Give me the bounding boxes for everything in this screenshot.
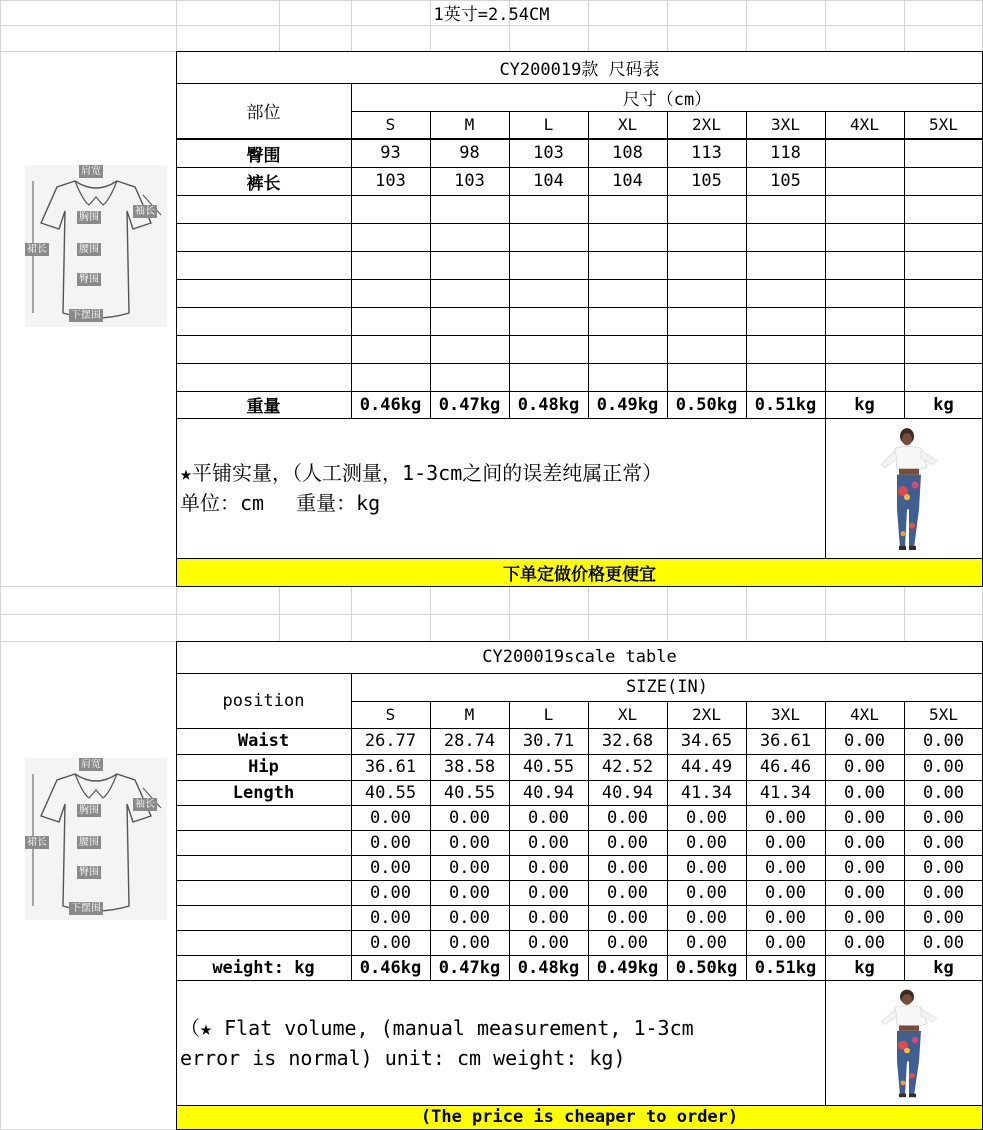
garment-measurement-diagram [25, 165, 167, 327]
size-value: 0.00 [923, 832, 964, 853]
row-label [176, 905, 351, 930]
grid-line [176, 307, 983, 308]
row-label [176, 880, 351, 905]
grid-line [176, 167, 983, 168]
grid-line [509, 701, 510, 980]
grid-line [588, 701, 589, 980]
size-header-3xl: 3XL [771, 705, 800, 724]
size-value: 0.00 [607, 807, 648, 828]
size-value: 30.71 [522, 731, 575, 751]
grid-line [430, 586, 431, 641]
weight-value: 0.49kg [596, 394, 659, 415]
size-value [904, 139, 983, 167]
size-value: 44.49 [680, 757, 733, 777]
diagram-label-hip: 臀围 [79, 867, 99, 878]
size-value: 0.00 [607, 857, 648, 878]
row-label [176, 930, 351, 955]
size-value: 0.00 [528, 832, 569, 853]
grid-line [176, 980, 983, 981]
size-value: 0.00 [607, 882, 648, 903]
size-value: 0.00 [923, 807, 964, 828]
row-label: 裤长 [246, 173, 281, 194]
table-title: CY200019scale table [482, 647, 677, 667]
size-value: 105 [691, 171, 722, 191]
size-value: 0.00 [686, 832, 727, 853]
grid-line [176, 641, 983, 642]
grid-line [176, 51, 177, 586]
size-value: 0.00 [923, 757, 964, 777]
size-value: 0.00 [607, 832, 648, 853]
grid-line [176, 586, 177, 641]
size-header-s: S [385, 705, 396, 724]
grid-line [176, 83, 983, 84]
grid-line [176, 223, 983, 224]
grid-line [430, 701, 431, 980]
weight-value: 0.46kg [359, 957, 422, 978]
size-value: 28.74 [443, 731, 496, 751]
diagram-label-shoulder: 肩宽 [81, 166, 101, 177]
size-value: 98 [459, 143, 480, 163]
grid-line [176, 830, 983, 831]
grid-line [176, 905, 983, 906]
size-value: 0.00 [844, 932, 885, 953]
diagram-label-chest: 胸围 [79, 212, 99, 223]
size-value: 0.00 [370, 907, 411, 928]
grid-line [176, 728, 983, 729]
size-value: 0.00 [370, 932, 411, 953]
grid-line [509, 111, 510, 418]
weight-value: 0.48kg [517, 957, 580, 978]
diagram-label-length: 裙长 [27, 837, 47, 848]
size-value: 0.00 [765, 807, 806, 828]
grid-line [667, 586, 668, 641]
grid-line [176, 805, 983, 806]
size-value: 0.00 [370, 857, 411, 878]
size-value: 46.46 [759, 757, 812, 777]
size-header-4xl: 4XL [850, 115, 879, 134]
size-value: 93 [380, 143, 401, 163]
diagram-label-waist: 腰围 [79, 837, 99, 848]
weight-value: 0.50kg [675, 394, 738, 415]
size-value: 0.00 [528, 807, 569, 828]
grid-line [176, 335, 983, 336]
grid-line [0, 25, 983, 26]
weight-value: 0.49kg [596, 957, 659, 978]
grid-line [176, 880, 983, 881]
size-value: 0.00 [844, 857, 885, 878]
weight-label: 重量 [246, 397, 281, 417]
size-value: 0.00 [686, 932, 727, 953]
weight-value: kg [854, 957, 875, 978]
size-value: 103 [454, 171, 485, 191]
position-header: position [222, 690, 305, 711]
grid-line [176, 251, 983, 252]
grid-line [746, 586, 747, 641]
grid-line [176, 754, 983, 755]
size-value: 0.00 [449, 882, 490, 903]
order-banner: (The price is cheaper to order) [420, 1107, 739, 1127]
diagram-label-sleeve: 袖长 [135, 206, 155, 217]
grid-line [176, 673, 983, 674]
grid-line [176, 855, 983, 856]
measurement-note [180, 458, 662, 518]
grid-line [904, 586, 905, 641]
size-value: 0.00 [686, 857, 727, 878]
size-value: 0.00 [923, 857, 964, 878]
size-value: 40.55 [522, 757, 575, 777]
row-label [176, 805, 351, 830]
weight-value: 0.48kg [517, 394, 580, 415]
weight-value: 0.47kg [438, 957, 501, 978]
size-value: 0.00 [686, 907, 727, 928]
size-header-2xl: 2XL [692, 705, 721, 724]
grid-line [430, 111, 431, 418]
size-value: 118 [770, 143, 801, 163]
size-header-l: L [543, 115, 554, 134]
size-value: 0.00 [449, 807, 490, 828]
size-value: 108 [612, 143, 643, 163]
size-value: 40.55 [443, 782, 496, 803]
grid-line [825, 586, 826, 641]
grid-line [825, 980, 826, 1105]
weight-value: kg [854, 394, 875, 415]
row-label [176, 830, 351, 855]
grid-line [176, 955, 983, 956]
size-value: 34.65 [680, 731, 733, 751]
grid-line [0, 0, 1, 1130]
grid-line [176, 780, 983, 781]
size-header-m: M [464, 115, 475, 134]
size-value: 0.00 [449, 907, 490, 928]
size-value: 0.00 [844, 757, 885, 777]
size-value: 0.00 [765, 832, 806, 853]
grid-line [279, 586, 280, 641]
grid-line [904, 111, 905, 418]
size-value: 0.00 [844, 731, 885, 751]
grid-line [176, 279, 983, 280]
row-label: Length [232, 782, 295, 803]
grid-line [176, 930, 983, 931]
grid-line [351, 673, 352, 980]
size-value: 41.34 [680, 782, 733, 803]
size-value: 0.00 [607, 932, 648, 953]
grid-line [588, 111, 589, 418]
grid-line [176, 418, 983, 419]
size-value: 32.68 [601, 731, 654, 751]
size-unit-header: 尺寸（cm） [622, 89, 712, 110]
note-line-1: ★平铺实量，（人工测量，1-3cm之间的误差纯属正常） [180, 461, 663, 485]
size-value: 0.00 [923, 932, 964, 953]
size-value: 0.00 [528, 907, 569, 928]
size-value: 0.00 [765, 907, 806, 928]
size-header-3xl: 3XL [771, 115, 800, 134]
size-value: 0.00 [686, 882, 727, 903]
size-value: 0.00 [528, 932, 569, 953]
note-line-2: error is normal) unit: cm weight: kg) [180, 1045, 626, 1070]
model-photo [867, 424, 951, 552]
size-value: 0.00 [370, 882, 411, 903]
size-value: 103 [533, 143, 564, 163]
size-value: 38.58 [443, 757, 496, 777]
size-value: 26.77 [364, 731, 417, 751]
size-value: 0.00 [765, 882, 806, 903]
grid-line [176, 391, 983, 392]
size-value: 0.00 [370, 832, 411, 853]
size-value: 0.00 [923, 731, 964, 751]
size-header-xl: XL [617, 115, 638, 134]
diagram-label-hem: 下摆围 [71, 903, 101, 914]
weight-value: 0.51kg [754, 394, 817, 415]
size-value: 104 [533, 171, 564, 191]
size-value [825, 167, 904, 195]
diagram-label-waist: 腰围 [79, 244, 99, 255]
grid-line [351, 83, 352, 418]
size-value: 0.00 [844, 882, 885, 903]
size-value: 0.00 [923, 882, 964, 903]
row-label: Hip [248, 757, 279, 777]
measurement-note [180, 1013, 694, 1073]
order-banner: 下单定做价格更便宜 [503, 564, 656, 585]
unit-conversion-header: 1英寸=2.54CM [433, 5, 550, 25]
diagram-label-chest: 胸围 [79, 805, 99, 816]
size-value: 0.00 [449, 832, 490, 853]
size-value: 105 [770, 171, 801, 191]
size-value: 0.00 [449, 857, 490, 878]
garment-measurement-diagram [25, 758, 167, 920]
diagram-label-hem: 下摆围 [71, 310, 101, 321]
diagram-label-sleeve: 袖长 [135, 799, 155, 810]
size-value: 36.61 [364, 757, 417, 777]
size-value: 0.00 [449, 932, 490, 953]
grid-line [509, 586, 510, 641]
diagram-label-hip: 臀围 [79, 274, 99, 285]
size-value: 0.00 [844, 807, 885, 828]
size-value [904, 167, 983, 195]
size-value: 0.00 [923, 782, 964, 803]
size-header-l: L [543, 705, 554, 724]
model-photo [867, 986, 951, 1099]
grid-line [667, 111, 668, 418]
size-value: 0.00 [844, 782, 885, 803]
grid-line [825, 111, 826, 418]
size-value: 42.52 [601, 757, 654, 777]
size-value: 0.00 [686, 807, 727, 828]
grid-line [176, 195, 983, 196]
weight-value: 0.50kg [675, 957, 738, 978]
size-value: 0.00 [528, 857, 569, 878]
table-title: CY200019款 尺码表 [499, 59, 660, 80]
size-value: 0.00 [765, 857, 806, 878]
size-value: 113 [691, 143, 722, 163]
grid-line [667, 701, 668, 980]
size-value: 40.94 [522, 782, 575, 803]
grid-line [176, 641, 177, 1129]
size-value: 0.00 [370, 807, 411, 828]
row-label: Waist [237, 731, 290, 751]
note-line-1: （★ Flat volume, (manual measurement, 1-3cm [180, 1015, 694, 1040]
diagram-label-length: 裙长 [27, 244, 47, 255]
row-label: 臀围 [246, 145, 281, 166]
size-value [825, 139, 904, 167]
size-value: 41.34 [759, 782, 812, 803]
grid-line [904, 701, 905, 980]
size-value: 40.94 [601, 782, 654, 803]
size-value: 0.00 [844, 907, 885, 928]
row-label [176, 855, 351, 880]
size-header-s: S [385, 115, 396, 134]
size-value: 0.00 [765, 932, 806, 953]
size-header-4xl: 4XL [850, 705, 879, 724]
grid-line [825, 701, 826, 980]
note-line-2: 单位：cm 重量：kg [180, 491, 381, 515]
size-value: 0.00 [607, 907, 648, 928]
size-value: 0.00 [528, 882, 569, 903]
grid-line [825, 418, 826, 558]
grid-line [176, 51, 983, 52]
weight-value: 0.46kg [359, 394, 422, 415]
weight-value: 0.47kg [438, 394, 501, 415]
weight-value: kg [933, 394, 954, 415]
size-header-m: M [464, 705, 475, 724]
size-unit-header: SIZE(IN) [626, 677, 708, 697]
weight-label: weight: kg [212, 957, 315, 978]
size-value: 103 [375, 171, 406, 191]
grid-line [176, 139, 983, 140]
grid-line [176, 363, 983, 364]
size-header-5xl: 5XL [929, 705, 958, 724]
grid-line [746, 111, 747, 418]
size-header-5xl: 5XL [929, 115, 958, 134]
size-value: 40.55 [364, 782, 417, 803]
position-header: 部位 [246, 103, 281, 123]
size-value: 0.00 [844, 832, 885, 853]
grid-line [588, 586, 589, 641]
size-header-2xl: 2XL [692, 115, 721, 134]
weight-value: 0.51kg [754, 957, 817, 978]
size-header-xl: XL [617, 705, 638, 724]
size-value: 0.00 [923, 907, 964, 928]
grid-line [351, 586, 352, 641]
size-value: 36.61 [759, 731, 812, 751]
grid-line [746, 701, 747, 980]
grid-line [176, 586, 983, 587]
diagram-label-shoulder: 肩宽 [81, 759, 101, 770]
weight-value: kg [933, 957, 954, 978]
size-value: 104 [612, 171, 643, 191]
grid-line [0, 614, 983, 615]
